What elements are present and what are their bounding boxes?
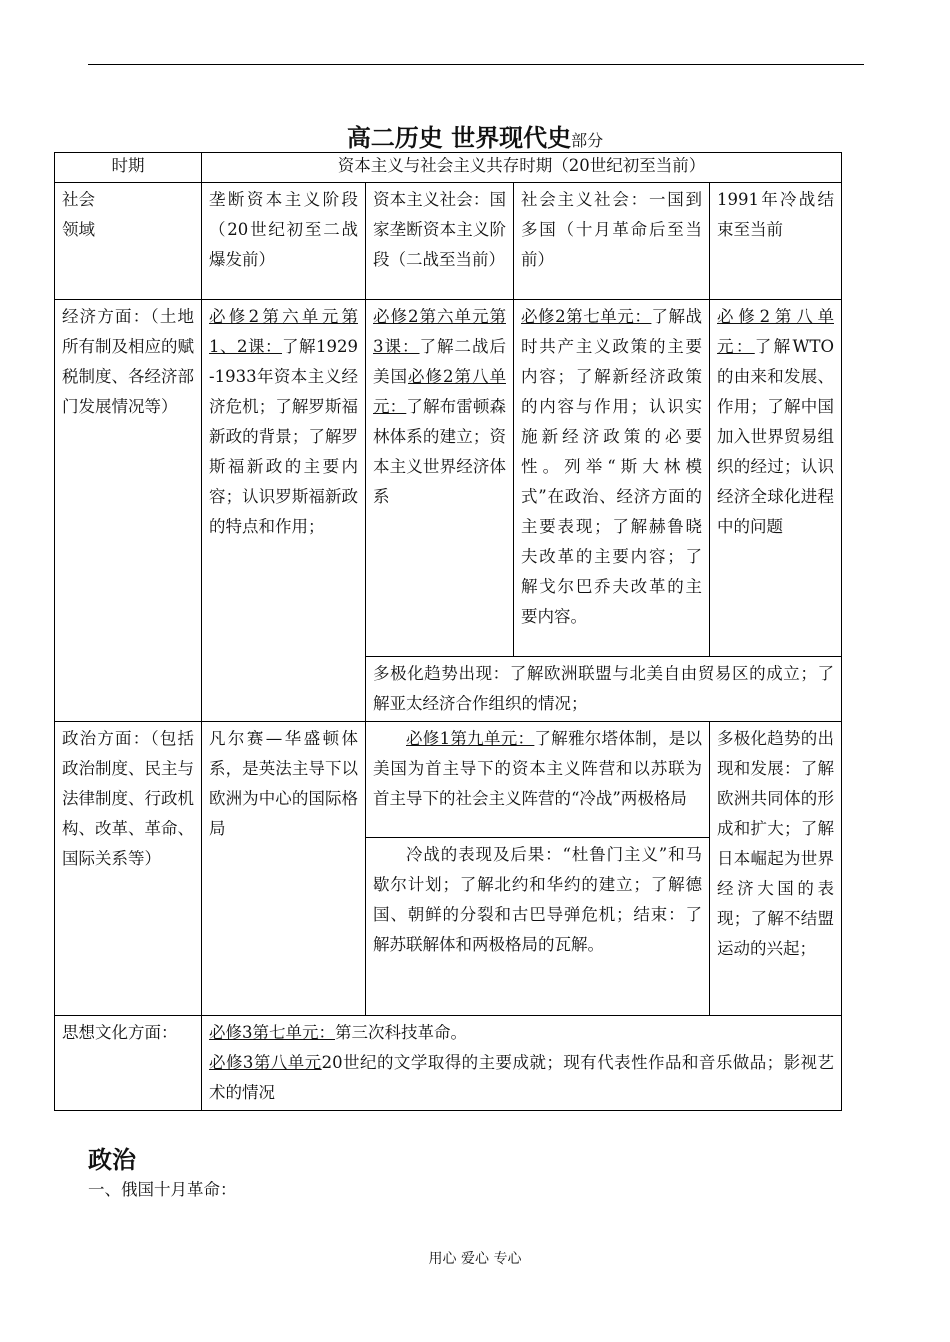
culture-line-1 — [209, 1018, 834, 1048]
cell-yalta — [366, 722, 710, 838]
cell-economy-2-text2: 了解布雷顿森林体系的建立；资本主义世界经济体系 — [373, 397, 507, 506]
section-heading-politics: 政治 — [88, 1146, 136, 1174]
table-header-row — [55, 153, 842, 183]
title-main: 高二历史 世界现代史 — [346, 124, 572, 152]
label-social-line1: 社会 — [62, 190, 95, 209]
header-period: 时期 — [55, 153, 202, 183]
table-row-politics — [55, 722, 842, 838]
table-row-culture — [55, 1016, 842, 1111]
cell-economy-4 — [710, 300, 842, 657]
cell-economy-1 — [202, 300, 366, 722]
ref-compulsory2-unit8-b: 必修2第八单元： — [717, 307, 834, 356]
ref-compulsory3-unit8: 必修3第八单元 — [209, 1053, 322, 1072]
cell-multipolar-politics: 多极化趋势的出现和发展：了解欧洲共同体的形成和扩大；了解日本崛起为世界经济大国的表现；了解不结盟运动的兴起； — [710, 722, 842, 1016]
cell-economy-1-text: 了解1929-1933年资本主义经济危机；了解罗斯福新政的背景；了解罗斯福新政的主要内容；认识罗斯福新政的特点和作用； — [209, 337, 358, 536]
cell-economy-4-text: 了解WTO的由来和发展、作用；了解中国加入世界贸易组织的经过；认识经济全球化进程中的问题 — [717, 337, 834, 536]
title-suffix: 部分 — [571, 131, 604, 150]
culture-line-1-text: 第三次科技革命。 — [335, 1023, 467, 1042]
label-politics: 政治方面：（包括政治制度、民主与法律制度、行政机构、改革、革命、国际关系等） — [55, 722, 202, 1016]
cell-yalta-text: 了解雅尔塔体制，是以美国为首主导下的资本主义阵营和以苏联为首主导下的社会主义阵营的“冷战”两极格局 — [373, 729, 703, 808]
cell-monopoly: 垄断资本主义阶段（20世纪初至二战爆发前） — [202, 183, 366, 300]
cell-socialism: 社会主义社会：一国到多国（十月革命后至当前） — [514, 183, 710, 300]
cell-economy-3 — [514, 300, 710, 657]
cell-economy-2 — [366, 300, 514, 657]
ref-compulsory2-unit8-a: 必修2第八单元： — [373, 367, 506, 416]
header-span: 资本主义与社会主义共存时期（20世纪初至当前） — [202, 153, 842, 183]
history-table — [54, 152, 842, 1111]
section-line-october-revolution: 一、俄国十月革命： — [88, 1180, 237, 1199]
ref-compulsory3-unit7: 必修3第七单元： — [209, 1023, 335, 1042]
ref-compulsory2-unit6-l12: 必修2第六单元第1、2课： — [209, 307, 358, 356]
label-economy: 经济方面：（土地所有制及相应的赋税制度、各经济部门发展情况等） — [55, 300, 202, 722]
page-title — [0, 118, 950, 153]
cell-culture — [202, 1016, 842, 1111]
ref-compulsory2-unit6-l3: 必修2第六单元第3课： — [373, 307, 506, 356]
culture-line-2-text: 20世纪的文学取得的主要成就；现有代表性作品和音乐做品；影视艺术的情况 — [209, 1053, 834, 1102]
table-row-social — [55, 183, 842, 300]
label-social-line2: 领域 — [62, 220, 95, 239]
ref-compulsory2-unit7: 必修2第七单元： — [521, 307, 652, 326]
cell-cold-war: 冷战的表现及后果：“杜鲁门主义”和马歇尔计划；了解北约和华约的建立；了解德国、朝鲜的分裂和古巴导弹危机；结束：了解苏联解体和两极格局的瓦解。 — [366, 838, 710, 1016]
header-rule — [88, 64, 864, 65]
culture-line-2 — [209, 1048, 834, 1108]
cell-state-monopoly: 资本主义社会：国家垄断资本主义阶段（二战至当前） — [366, 183, 514, 300]
cell-multipolar-economy: 多极化趋势出现：了解欧洲联盟与北美自由贸易区的成立；了解亚太经济合作组织的情况； — [366, 657, 842, 722]
page-footer: 用心 爱心 专心 — [428, 1251, 522, 1267]
cell-versailles: 凡尔赛—华盛顿体系，是英法主导下以欧洲为中心的国际格局 — [202, 722, 366, 1016]
cell-economy-3-text: 了解战时共产主义政策的主要内容；了解新经济政策的内容与作用；认识实施新经济政策的必要性。列举“斯大林模式”在政治、经济方面的主要表现；了解赫鲁晓夫改革的主要内容；了解戈尔巴乔夫改革的主要内容。 — [521, 307, 703, 626]
cell-economy-2-text1: 了解二战后美国 — [373, 337, 506, 386]
label-culture: 思想文化方面： — [55, 1016, 202, 1111]
table-row-economy — [55, 300, 842, 657]
cell-post-cold-war: 1991年冷战结束至当前 — [710, 183, 842, 300]
label-social — [55, 183, 202, 300]
ref-compulsory1-unit9: 必修1第九单元： — [406, 729, 535, 748]
